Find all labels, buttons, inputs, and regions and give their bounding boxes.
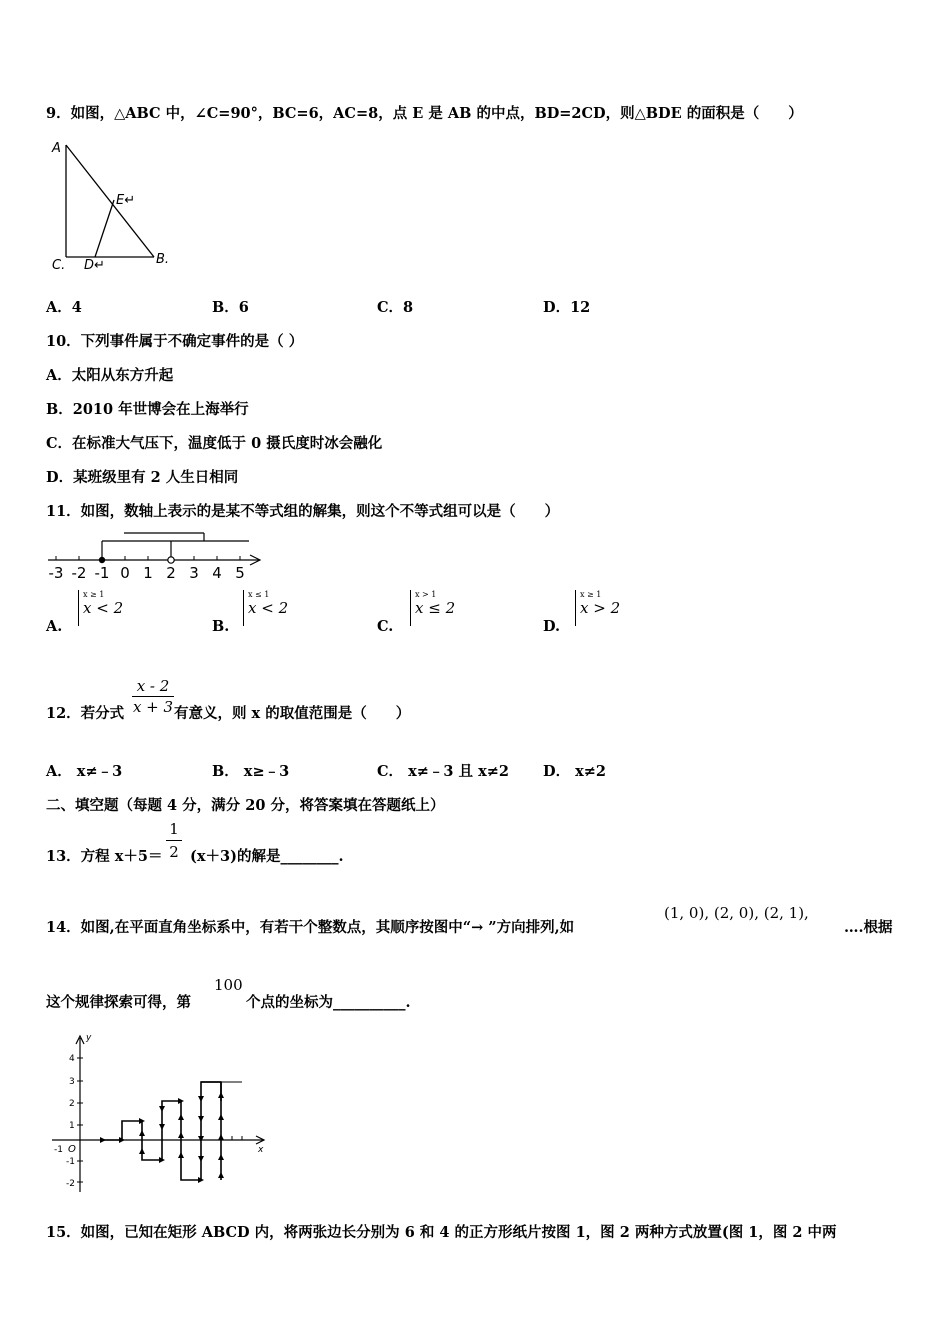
q11-c-bottom: x ≤ 2 <box>415 599 456 617</box>
q9-option-d: D．12 <box>543 299 591 316</box>
q11-c-top: x > 1 <box>415 590 437 599</box>
q12-option-d: D． x≠2 <box>543 763 607 780</box>
neg-x-label: -1 <box>54 1145 63 1155</box>
q14-coordinate-figure <box>46 1030 271 1200</box>
q11-option-c-label: C. <box>377 618 394 635</box>
q10-option-b: B．2010 年世博会在上海举行 <box>46 401 249 418</box>
q13-suffix: (x＋3)的解是________. <box>190 848 344 865</box>
q14-line2-prefix: 这个规律探索可得，第 <box>46 994 191 1011</box>
q15-text: 15．如图，已知在矩形 ABCD 内，将两张边长分别为 6 和 4 的正方形纸片按图 1，图 2 两种方式放置(图 1，图 2 中两 <box>46 1224 837 1241</box>
segment-de <box>95 200 114 257</box>
label-a: A <box>52 141 61 156</box>
q12-option-b: B． x≥﹣3 <box>212 763 290 780</box>
q9-option-b: B．6 <box>212 299 249 316</box>
section-2-heading: 二、填空题（每题 4 分，满分 20 分，将答案填在答题纸上） <box>46 797 445 814</box>
label-e: E↵ <box>116 193 136 208</box>
q9-triangle-figure <box>46 137 186 275</box>
q11-d-top: x ≥ 1 <box>580 590 602 599</box>
y-tick-neg1: -1 <box>66 1157 75 1167</box>
q13-prefix: 13．方程 x＋5＝ <box>46 848 163 865</box>
q12-fraction <box>132 676 174 717</box>
axis-tick-label: -2 <box>71 564 87 582</box>
q11-system-b <box>243 590 288 626</box>
q12-numerator: x - 2 <box>132 676 174 697</box>
axis-tick-label: 4 <box>212 564 222 582</box>
q9-option-a: A．4 <box>46 299 82 316</box>
q9-text: 9．如图，△ABC 中，∠C=90°，BC=6，AC=8，点 E 是 AB 的中点，BD=2CD，则△BDE 的面积是（ ） <box>46 105 803 122</box>
y-tick-3: 3 <box>69 1077 75 1087</box>
q11-text: 11．如图，数轴上表示的是某不等式组的解集，则这个不等式组可以是（ ） <box>46 503 560 520</box>
q12-prefix: 12．若分式 <box>46 705 125 722</box>
q11-option-a-label: A. <box>46 618 63 635</box>
axis-tick-label: 2 <box>166 564 176 582</box>
q10-option-a: A．太阳从东方升起 <box>46 367 174 384</box>
axis-tick-label: 5 <box>235 564 245 582</box>
q10-text: 10．下列事件属于不确定事件的是（ ） <box>46 333 304 350</box>
q11-option-b-label: B. <box>212 618 230 635</box>
q14-points: (1, 0), (2, 0), (2, 1), <box>664 904 809 922</box>
axis-tick-label: -1 <box>94 564 110 582</box>
axis-tick-label: 1 <box>143 564 153 582</box>
axis-tick-label: -3 <box>48 564 64 582</box>
q11-b-top: x ≤ 1 <box>248 590 270 599</box>
label-c: C. <box>52 258 66 273</box>
q14-line1-prefix: 14．如图,在平面直角坐标系中，有若干个整数点，其顺序按图中“→ ”方向排列,如 <box>46 919 575 936</box>
q11-option-d-label: D. <box>543 618 561 635</box>
q13-fraction <box>166 818 182 863</box>
x-axis-label: x <box>258 1145 264 1155</box>
origin-label: O <box>68 1144 76 1155</box>
q11-b-bottom: x < 2 <box>248 599 289 617</box>
q11-system-c <box>410 590 455 626</box>
q12-option-a: A． x≠﹣3 <box>46 763 123 780</box>
y-tick-4: 4 <box>69 1054 75 1064</box>
q11-a-top: x ≥ 1 <box>83 590 105 599</box>
axis-tick-label: 3 <box>189 564 199 582</box>
q12-option-c: C． x≠﹣3 且 x≠2 <box>377 763 509 780</box>
q13-frac-den: 2 <box>169 843 179 861</box>
q10-option-c: C．在标准大气压下，温度低于 0 摄氏度时冰会融化 <box>46 435 383 452</box>
y-tick-2: 2 <box>69 1099 75 1109</box>
side-ab <box>66 145 154 257</box>
label-d: D↵ <box>84 258 105 273</box>
q11-system-a <box>78 590 123 626</box>
q11-number-line <box>44 527 269 585</box>
y-axis-label: y <box>86 1033 92 1043</box>
q12-suffix: 有意义，则 x 的取值范围是（ ） <box>174 705 411 722</box>
q10-option-d: D．某班级里有 2 人生日相同 <box>46 469 239 486</box>
q14-number: 100 <box>214 976 243 994</box>
q11-system-d <box>575 590 620 626</box>
q11-a-bottom: x < 2 <box>83 599 124 617</box>
q11-d-bottom: x > 2 <box>580 599 621 617</box>
q14-line1-suffix: ….根据 <box>844 919 893 936</box>
q13-frac-num: 1 <box>166 818 182 841</box>
y-tick-neg2: -2 <box>66 1179 75 1189</box>
axis-tick-label: 0 <box>120 564 130 582</box>
label-b: B. <box>156 252 170 267</box>
q9-option-c: C．8 <box>377 299 414 316</box>
q12-denominator: x + 3 <box>132 698 174 716</box>
y-tick-1: 1 <box>69 1121 75 1131</box>
q14-line2-suffix: 个点的坐标为__________. <box>246 994 411 1011</box>
